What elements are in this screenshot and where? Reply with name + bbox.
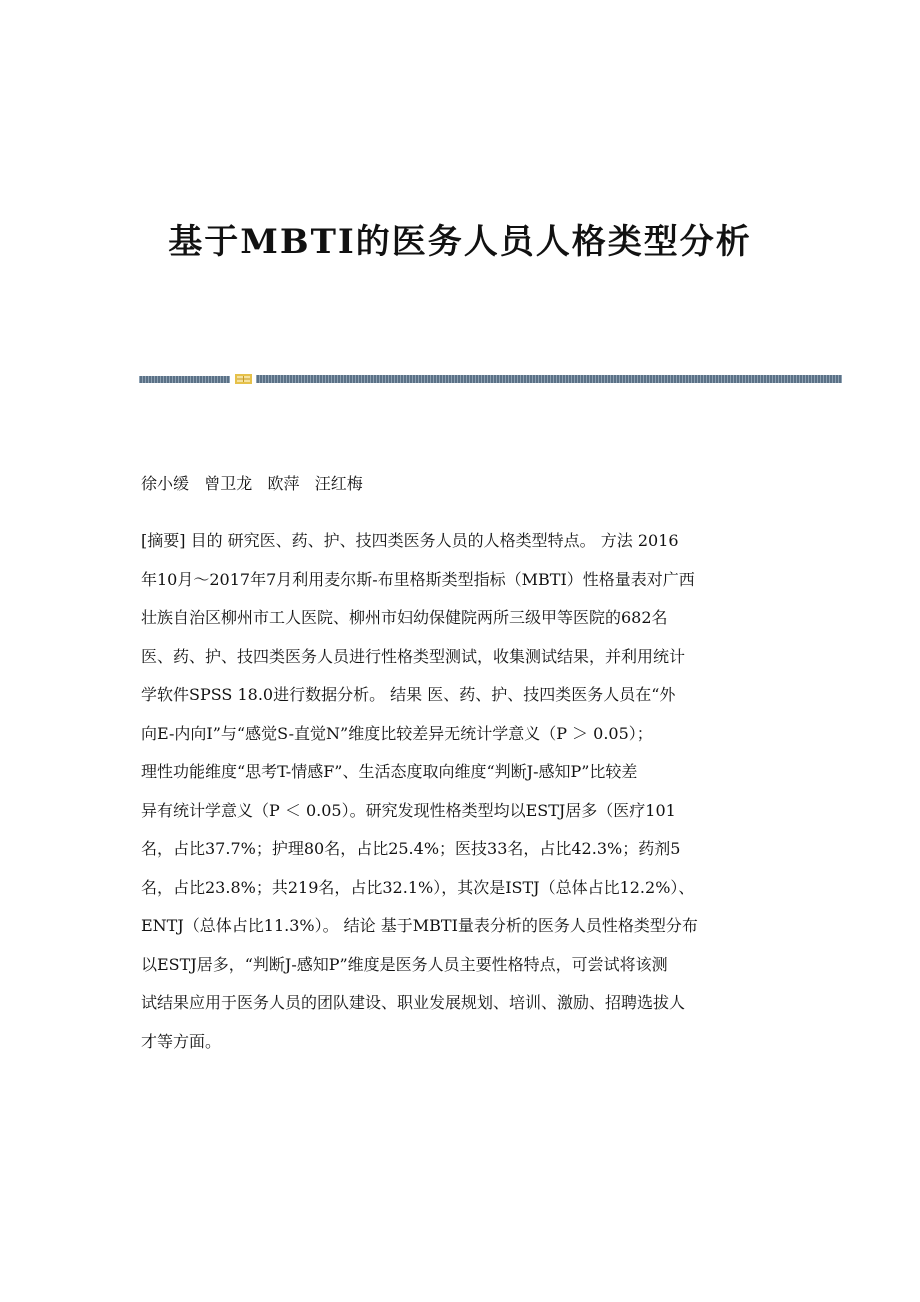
abstract-line: 名，占比37.7%；护理80名，占比25.4%；医技33名，占比42.3%；药剂5 [141, 839, 681, 858]
abstract-line: 异有统计学意义（P ＜ 0.05）。研究发现性格类型均以ESTJ居多（医疗101 [141, 800, 676, 820]
abstract-line: ENTJ（总体占比11.3%）。 结论 基于MBTI量表分析的医务人员性格类型分布 [141, 916, 698, 935]
abstract-line: 名，占比23.8%；共219名，占比32.1%），其次是ISTJ（总体占比12.2%）、 [141, 877, 695, 897]
abstract-line: 学软件SPSS 18.0进行数据分析。 结果 医、药、护、技四类医务人员在“外 [141, 685, 676, 704]
abstract-line: 以ESTJ居多，“判断J-感知P”维度是医务人员主要性格特点，可尝试将该测 [141, 954, 668, 974]
abstract-line: [摘要] 目的 研究医、药、护、技四类医务人员的人格类型特点。 方法 2016 [141, 531, 679, 550]
abstract-line: 理性功能维度“思考T-情感F”、生活态度取向维度“判断J-感知P”比较差 [141, 762, 638, 781]
abstract [141, 522, 781, 1061]
abstract-line: 壮族自治区柳州市工人医院、柳州市妇幼保健院两所三级甲等医院的682名 [141, 608, 668, 627]
divider-ornament-icon [235, 374, 252, 384]
abstract-line: 医、药、护、技四类医务人员进行性格类型测试，收集测试结果，并利用统计 [141, 646, 686, 666]
abstract-line: 试结果应用于医务人员的团队建设、职业发展规划、培训、激励、招聘选拔人 [141, 993, 686, 1012]
paper-title: 基于MBTI的医务人员人格类型分析 [168, 222, 752, 262]
title-divider [139, 373, 842, 385]
abstract-line: 才等方面。 [141, 1031, 222, 1051]
author-list: 徐小缓 曾卫龙 欧萍 汪红梅 [141, 474, 363, 493]
abstract-line: 向E-内向I”与“感觉S-直觉N”维度比较差异无统计学意义（P ＞ 0.05）； [141, 723, 653, 743]
abstract-line: 年10月～2017年7月利用麦尔斯-布里格斯类型指标（MBTI）性格量表对广西 [141, 569, 695, 589]
